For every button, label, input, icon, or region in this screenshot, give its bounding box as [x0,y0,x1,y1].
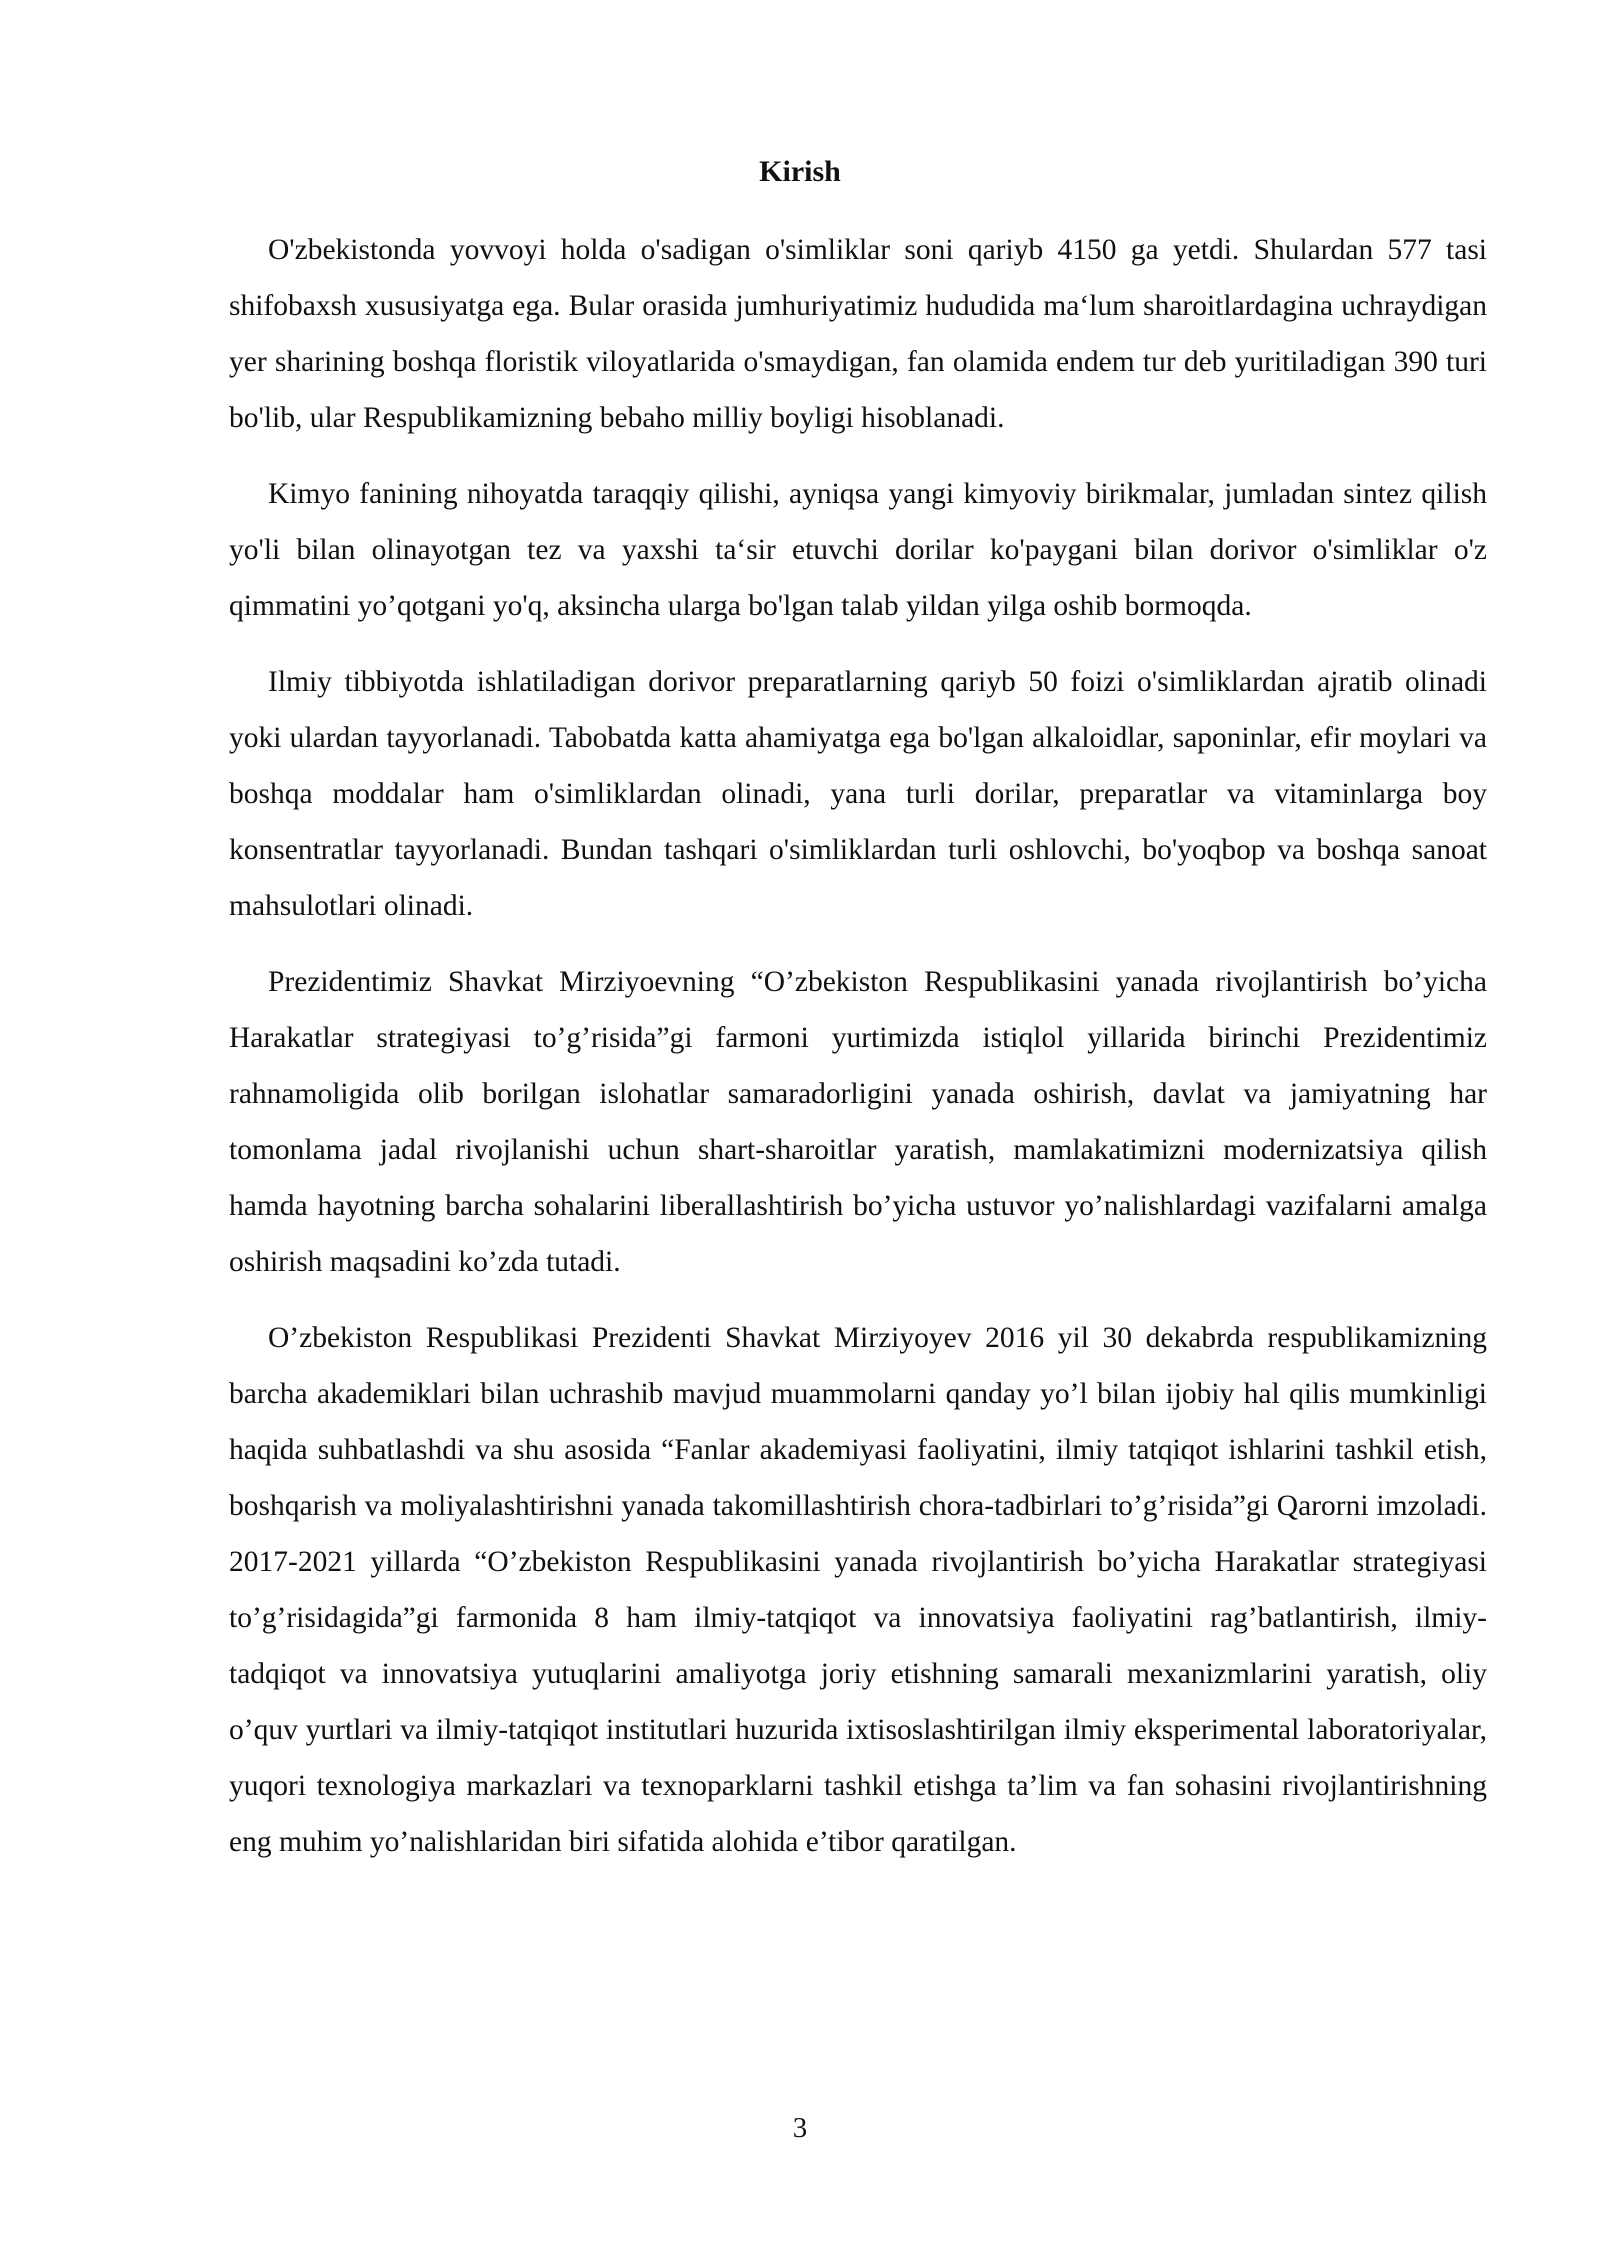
page-number: 3 [792,2112,808,2144]
paragraph: Ilmiy tibbiyotda ishlatiladigan dorivor preparatlarning qariyb 50 foizi o'simliklardan ajratib olinadi yoki ulardan tayyorlanadi. Tabobatda katta ahamiyatga ega bo'lgan alkaloidlar, saponinlar, efir moylari va boshqa moddalar ham o'simliklardan olinadi, yana turli dorilar, preparatlar va vitaminlarga boy konsentratlar tayyorlanadi. Bundan tashqari o'simliklardan turli oshlovchi, bo'yoqbop va boshqa sanoat mahsulotlari olinadi. [229,666,1487,922]
paragraph: O’zbekiston Respublikasi Prezidenti Shavkat Mirziyoyev 2016 yil 30 dekabrda respublikamizning barcha akademiklari bilan uchrashib mavjud muammolarni qanday yo’l bilan ijobiy hal qilis mumkinligi haqida suhbatlashdi va shu asosida “Fanlar akademiyasi faoliyatini, ilmiy tatqiqot ishlarini tashkil etish, boshqarish va moliyalashtirishni yanada takomillashtirish chora-tadbirlari to’g’risida”gi Qarorni imzoladi. 2017-2021 yillarda “O’zbekiston Respublikasini yanada rivojlantirish bo’yicha Harakatlar strategiyasi to’g’risidagida”gi farmonida 8 ham ilmiy-tatqiqot va innovatsiya faoliyatini rag’batlantirish, ilmiy-tadqiqot va innovatsiya yutuqlarini amaliyotga joriy etishning samarali mexanizmlarini yaratish, oliy o’quv yurtlari va ilmiy-tatqiqot institutlari huzurida ixtisoslashtirilgan ilmiy eksperimental laboratoriyalar, yuqori texnologiya markazlari va texnoparklarni tashkil etishga ta’lim va fan sohasini rivojlantirishning eng muhim yo’nalishlaridan biri sifatida alohida e’tibor qaratilgan. [229,1322,1487,1858]
body-text [229,222,1487,1890]
paragraph: O'zbekistonda yovvoyi holda o'sadigan o'simliklar soni qariyb 4150 ga yetdi. Shulardan 577 tasi shifobaxsh xususiyatga ega. Bular orasida jumhuriyatimiz hududida ma‘lum sharoitlardagina uchraydigan yer sharining boshqa floristik viloyatlarida o'smaydigan, fan olamida endem tur deb yuritiladigan 390 turi bo'lib, ular Respublikamizning bebaho milliy boyligi hisoblanadi. [229,234,1487,434]
paragraph: Prezidentimiz Shavkat Mirziyoevning “O’zbekiston Respublikasini yanada rivojlantirish bo’yicha Harakatlar strategiyasi to’g’risida”gi farmoni yurtimizda istiqlol yillarida birinchi Prezidentimiz rahnamoligida olib borilgan islohatlar samaradorligini yanada oshirish, davlat va jamiyatning har tomonlama jadal rivojlanishi uchun shart-sharoitlar yaratish, mamlakatimizni modernizatsiya qilish hamda hayotning barcha sohalarini liberallashtirish bo’yicha ustuvor yo’nalishlardagi vazifalarni amalga oshirish maqsadini ko’zda tutadi. [229,966,1487,1278]
page-title: Kirish [759,155,841,188]
paragraph: Kimyo fanining nihoyatda taraqqiy qilishi, ayniqsa yangi kimyoviy birikmalar, jumladan sintez qilish yo'li bilan olinayotgan tez va yaxshi ta‘sir etuvchi dorilar ko'paygani bilan dorivor o'simliklar o'z qimmatini yo’qotgani yo'q, aksincha ularga bo'lgan talab yildan yilga oshib bormoqda. [229,478,1487,622]
